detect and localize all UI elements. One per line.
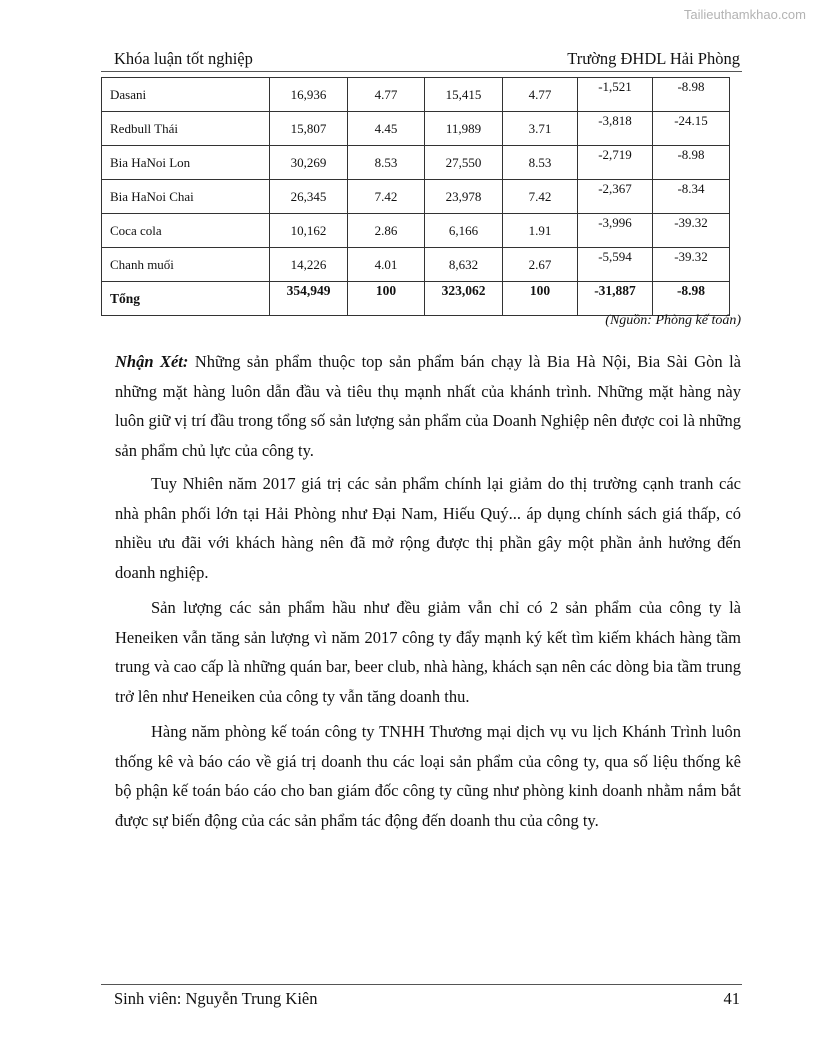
value-cell: 16,936 [270, 78, 348, 112]
value-cell: -8.98 [653, 146, 730, 180]
table-row [102, 78, 730, 112]
paragraph-remarks [115, 347, 741, 465]
value-cell: 14,226 [270, 248, 348, 282]
table-row [102, 248, 730, 282]
total-value-cell: 100 [348, 282, 425, 316]
product-name-cell: Bia HaNoi Chai [102, 180, 270, 214]
value-cell: 10,162 [270, 214, 348, 248]
value-cell: 30,269 [270, 146, 348, 180]
total-value-cell: 323,062 [425, 282, 503, 316]
value-cell: -3,818 [578, 112, 653, 146]
sales-table [101, 77, 730, 316]
value-cell: 6,166 [425, 214, 503, 248]
value-cell: -1,521 [578, 78, 653, 112]
value-cell: 8.53 [503, 146, 578, 180]
value-cell: -8.98 [653, 78, 730, 112]
product-name-cell: Coca cola [102, 214, 270, 248]
value-cell: 23,978 [425, 180, 503, 214]
total-value-cell: 100 [503, 282, 578, 316]
table-row [102, 112, 730, 146]
value-cell: -2,719 [578, 146, 653, 180]
header-left: Khóa luận tốt nghiệp [114, 49, 253, 68]
total-row [102, 282, 730, 316]
product-name-cell: Bia HaNoi Lon [102, 146, 270, 180]
value-cell: 4.01 [348, 248, 425, 282]
value-cell: 26,345 [270, 180, 348, 214]
value-cell: 15,807 [270, 112, 348, 146]
value-cell: -2,367 [578, 180, 653, 214]
value-cell: -39.32 [653, 214, 730, 248]
value-cell: 11,989 [425, 112, 503, 146]
paragraph-4-text: Hàng năm phòng kế toán công ty TNHH Thương mại dịch vụ vu lịch Khánh Trình luôn thống kê và báo cáo về giá trị doanh thu các loại sản phẩm của công ty, qua số liệu thống kê bộ phận kế toán báo cáo cho ban giám đốc công ty cũng như phòng kinh doanh nhằm nắm bắt được sự biến động của các sản phẩm tác động đến doanh thu của công ty. [115, 722, 741, 830]
paragraph-2 [115, 469, 741, 587]
table-row [102, 214, 730, 248]
paragraph-3-text: Sản lượng các sản phẩm hầu như đều giảm vẫn chỉ có 2 sản phẩm của công ty là Heneiken vẫn tăng sản lượng vì năm 2017 công ty đẩy mạnh ký kết tìm kiếm khách hàng tầm trung và cao cấp là những quán bar, beer club, nhà hàng, khách sạn nên các dòng bia tầm trung trở lên như Heneiken của công ty vẫn tăng doanh thu. [115, 598, 741, 706]
table-row [102, 180, 730, 214]
value-cell: -5,594 [578, 248, 653, 282]
footer-student: Sinh viên: Nguyễn Trung Kiên [114, 989, 318, 1008]
value-cell: 7.42 [348, 180, 425, 214]
paragraph-2-text: Tuy Nhiên năm 2017 giá trị các sản phẩm chính lại giảm do thị trường cạnh tranh các nhà phân phối lớn tại Hải Phòng như Đại Nam, Hiếu Quý... áp dụng chính sách giá thấp, có nhiều ưu đãi với khách hàng nên đã mở rộng được thị phần gây một phần ảnh hưởng đến doanh nghiệp. [115, 474, 741, 582]
value-cell: 4.45 [348, 112, 425, 146]
page-number: 41 [723, 989, 740, 1008]
remarks-label: Nhận Xét: [115, 352, 189, 371]
value-cell: -39.32 [653, 248, 730, 282]
total-label-cell: Tổng [102, 282, 270, 316]
total-value-cell: -8.98 [653, 282, 730, 316]
product-name-cell: Chanh muối [102, 248, 270, 282]
page-footer [101, 984, 742, 1008]
value-cell: 2.86 [348, 214, 425, 248]
value-cell: 27,550 [425, 146, 503, 180]
total-value-cell: 354,949 [270, 282, 348, 316]
remarks-text: Những sản phẩm thuộc top sản phẩm bán chạy là Bia Hà Nội, Bia Sài Gòn là những mặt hàng luôn dẫn đầu và tiêu thụ mạnh nhất của khánh trình. Những mặt hàng này luôn giữ vị trí đầu trong tổng số sản lượng sản phẩm của Doanh Nghiệp nên được coi là những sản phẩm chủ lực của công ty. [115, 352, 741, 460]
table-source: (Nguồn: Phòng kế toán) [605, 313, 741, 328]
product-name-cell: Dasani [102, 78, 270, 112]
paragraph-4 [115, 717, 741, 835]
value-cell: 4.77 [348, 78, 425, 112]
value-cell: -3,996 [578, 214, 653, 248]
paragraph-3 [115, 593, 741, 711]
value-cell: 8,632 [425, 248, 503, 282]
table-row [102, 146, 730, 180]
page-header [101, 49, 742, 72]
value-cell: 8.53 [348, 146, 425, 180]
value-cell: -24.15 [653, 112, 730, 146]
value-cell: 4.77 [503, 78, 578, 112]
product-name-cell: Redbull Thái [102, 112, 270, 146]
value-cell: 7.42 [503, 180, 578, 214]
value-cell: 15,415 [425, 78, 503, 112]
value-cell: 1.91 [503, 214, 578, 248]
header-right: Trường ĐHDL Hải Phòng [567, 49, 740, 68]
value-cell: 3.71 [503, 112, 578, 146]
value-cell: 2.67 [503, 248, 578, 282]
total-value-cell: -31,887 [578, 282, 653, 316]
watermark: Tailieuthamkhao.com [683, 7, 806, 22]
value-cell: -8.34 [653, 180, 730, 214]
